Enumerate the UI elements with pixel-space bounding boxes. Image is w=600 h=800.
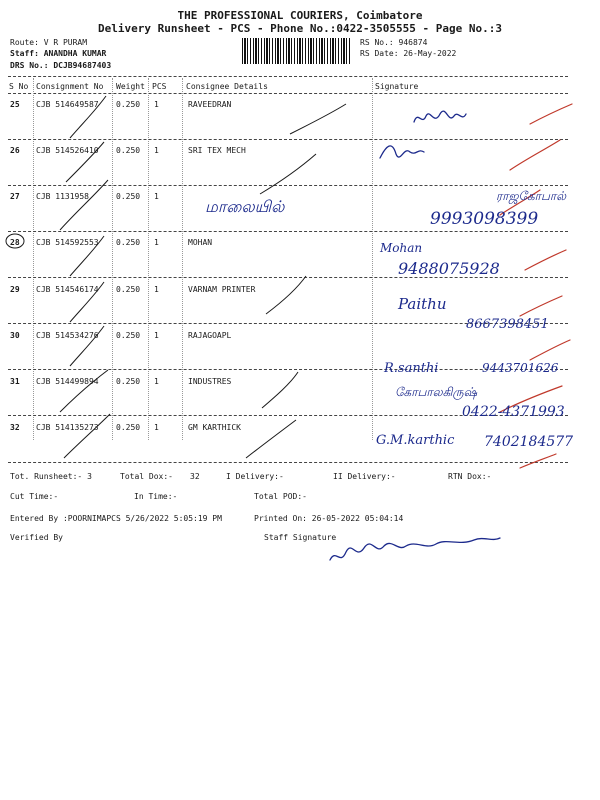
hw-r29-name: Paithu	[398, 295, 447, 313]
row-sno: 32	[10, 423, 20, 432]
red-check	[500, 386, 562, 412]
col-pcs: PCS	[152, 82, 167, 91]
hw-r29-phone: 8667398451	[466, 317, 549, 332]
tick-mark	[60, 180, 108, 230]
hw-r27-name: மாலையில்	[205, 197, 285, 216]
tot-runsheet: Tot. Runsheet:- 3	[10, 472, 92, 481]
col-weight: Weight	[116, 82, 145, 91]
verified-by: Verified By	[10, 533, 63, 542]
hw-r28-name: Mohan	[380, 241, 423, 255]
row-consignment: CJB 514649587	[36, 100, 99, 109]
row-consignment: CJB 514534276	[36, 331, 99, 340]
col-signature: Signature	[375, 82, 419, 91]
total-dox-label: Total Dox:-	[120, 472, 173, 481]
row-rule	[8, 277, 568, 278]
row-rule	[8, 231, 568, 232]
tick-mark	[64, 414, 110, 458]
row-weight: 0.250	[116, 146, 141, 155]
row-consignee: RAJAGOAPL	[188, 331, 232, 340]
col-consignment: Consignment No	[36, 82, 104, 91]
row-rule	[8, 323, 568, 324]
row-weight: 0.250	[116, 100, 141, 109]
row-sno: 30	[10, 331, 20, 340]
row-sno: 28	[10, 238, 20, 247]
row-weight: 0.250	[116, 377, 141, 386]
row-pcs: 1	[154, 285, 159, 294]
in-time: In Time:-	[134, 492, 178, 501]
barcode	[242, 38, 350, 64]
row-rule	[8, 185, 568, 186]
row-weight: 0.250	[116, 331, 141, 340]
signature-scribble	[380, 146, 424, 158]
row-pcs: 1	[154, 423, 159, 432]
row-weight: 0.250	[116, 423, 141, 432]
table-bottom-rule	[8, 462, 568, 463]
header-rule-bottom	[8, 93, 568, 94]
entered-by: Entered By :POORNIMAPCS 5/26/2022 5:05:19 PM	[10, 514, 222, 523]
col-sno: S No	[9, 82, 29, 91]
column-divider	[372, 78, 373, 440]
row-pcs: 1	[154, 331, 159, 340]
column-divider	[148, 78, 149, 440]
row-weight: 0.250	[116, 285, 141, 294]
slash-mark	[262, 372, 298, 408]
red-check	[530, 104, 572, 124]
row-consignment: CJB 514135273	[36, 423, 99, 432]
row-consignee: INDUSTRES	[188, 377, 232, 386]
red-check	[510, 140, 560, 170]
printed-on: Printed On: 26-05-2022 05:04:14	[254, 514, 404, 523]
hw-r32-phone: 7402184577	[484, 434, 574, 450]
hw-r32-name: G.M.karthic	[376, 433, 455, 448]
i-delivery: I Delivery:-	[226, 472, 284, 481]
row-rule	[8, 369, 568, 370]
rs-number: RS No.: 946874	[360, 38, 428, 47]
row-consignment: CJB 514499894	[36, 377, 99, 386]
row-consignment: CJB 514592553	[36, 238, 99, 247]
row-pcs: 1	[154, 192, 159, 201]
row-rule	[8, 415, 568, 416]
row-consignee: GM KARTHICK	[188, 423, 241, 432]
runsheet-subtitle: Delivery Runsheet - PCS - Phone No.:0422-3505555 - Page No.:3	[98, 22, 502, 35]
hw-r27-sig: ராஜகோபால்	[496, 189, 567, 203]
column-divider	[182, 78, 183, 440]
row-consignment: CJB 514526410	[36, 146, 99, 155]
slash-mark	[246, 420, 296, 458]
hw-r30-phone: 9443701626	[482, 361, 559, 375]
header-rule-top	[8, 76, 568, 77]
staff-label: Staff: ANANDHA KUMAR	[10, 49, 107, 58]
cut-time: Cut Time:-	[10, 492, 59, 501]
red-check	[525, 250, 566, 270]
row-consignee: RAVEEDRAN	[188, 100, 232, 109]
red-check	[520, 454, 556, 468]
slash-mark	[290, 104, 346, 134]
row-rule	[8, 139, 568, 140]
hw-r31-phone: 0422-4371993	[462, 404, 565, 420]
ii-delivery: II Delivery:-	[333, 472, 396, 481]
signature-scribble	[414, 111, 466, 122]
row-consignment: CJB 514546174	[36, 285, 99, 294]
col-consignee: Consignee Details	[186, 82, 268, 91]
rtn-dox: RTN Dox:-	[448, 472, 492, 481]
row-sno: 27	[10, 192, 20, 201]
column-divider	[33, 78, 34, 440]
row-consignment: CJB 1131958	[36, 192, 89, 201]
row-consignee: MOHAN	[188, 238, 213, 247]
drs-number: DRS No.: DCJB94687403	[10, 61, 112, 70]
row-pcs: 1	[154, 238, 159, 247]
row-sno: 26	[10, 146, 20, 155]
hw-r27-phone: 9993098399	[430, 209, 539, 229]
red-check	[500, 190, 540, 215]
red-check	[520, 296, 562, 316]
row-sno: 25	[10, 100, 20, 109]
row-pcs: 1	[154, 100, 159, 109]
total-dox-value: 32	[190, 472, 200, 481]
row-weight: 0.250	[116, 192, 141, 201]
row-pcs: 1	[154, 377, 159, 386]
route-label: Route: V R PURAM	[10, 38, 88, 47]
slash-mark	[266, 276, 306, 314]
row-weight: 0.250	[116, 238, 141, 247]
rs-date: RS Date: 26-May-2022	[360, 49, 457, 58]
row-sno: 31	[10, 377, 20, 386]
slash-mark	[260, 154, 316, 194]
total-pod: Total POD:-	[254, 492, 307, 501]
row-pcs: 1	[154, 146, 159, 155]
staff-signature-label: Staff Signature	[264, 533, 337, 542]
row-consignee: VARNAM PRINTER	[188, 285, 256, 294]
hw-r28-phone: 9488075928	[398, 259, 500, 278]
company-title: THE PROFESSIONAL COURIERS, Coimbatore	[177, 9, 423, 22]
hw-r31-name: கோபாலகிருஷ்	[395, 385, 478, 399]
column-divider	[112, 78, 113, 440]
hw-r30-name: R.santhi	[384, 361, 439, 376]
red-check	[530, 340, 570, 360]
staff-signature-scribble	[330, 538, 500, 560]
row-consignee: SRI TEX MECH	[188, 146, 246, 155]
row-sno: 29	[10, 285, 20, 294]
